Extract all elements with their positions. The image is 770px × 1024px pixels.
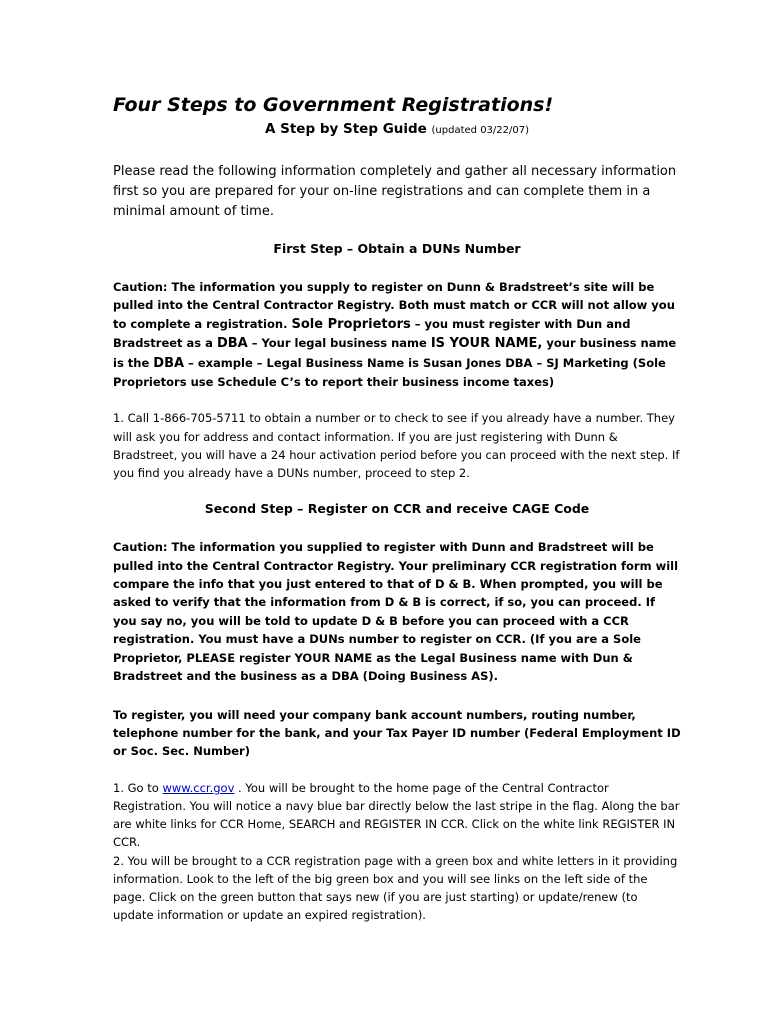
intro-paragraph: Please read the following information completely and gather all necessary information first so you are prepared for your on-line registrations and can complete them in a minimal amount of time. bbox=[113, 164, 677, 219]
step1-caution-a: Caution: The information you supply to register on Dunn & Bradstreet’s site will be pulled into the Central Contractor Registry. Both must match or CCR will not allow you to complete a registration. bbox=[113, 280, 675, 331]
step1-caution-d: your business name is the bbox=[113, 336, 677, 370]
step2-caution: Caution: The information you supplied to register with Dunn and Bradstreet will be pulled into the Central Contractor Registry. Your preliminary CCR registration form will compare the info that you just entered to that of D & B. When prompted, you will be asked to verify that the information from D & B is correct, if so, you can proceed. If you say no, you will be told to update D & B before you can proceed with a CCR registration. You must have a DUNs number to register on CCR. (If you are a Sole Proprietor, PLEASE register YOUR NAME as the Legal Business name with Dun & Bradstreet and the business as a DBA (Doing Business AS). bbox=[113, 540, 679, 684]
step2-item1-prefix: 1. Go to bbox=[113, 780, 159, 795]
step1-caution-isname: IS YOUR NAME, bbox=[430, 336, 543, 352]
step1-caution bbox=[113, 278, 681, 391]
step2-needs: To register, you will need your company bank account numbers, routing number, telephone number for the bank, and your Tax Payer ID number (Federal Employment ID or Soc. Sec. Number) bbox=[113, 707, 681, 759]
step1-caution-b: – you must register with Dun and Bradstreet as a bbox=[113, 316, 631, 351]
subtitle bbox=[113, 120, 681, 140]
step1-caution-dba1: DBA bbox=[216, 336, 248, 352]
step1-item-1: 1. Call 1-866-705-5711 to obtain a number or to check to see if you already have a number. They will ask you for address and contact information. If you are just registering with Dunn & Bradstreet, you will have a 24 hour activation period before you can proceed with the next step. If you find you already have a DUNs number, proceed to step 2. bbox=[113, 411, 680, 481]
step1-caution-c: – Your legal business name bbox=[251, 336, 427, 351]
subtitle-updated: (updated 03/22/07) bbox=[431, 125, 530, 136]
step1-title: First Step – Obtain a DUNs Number bbox=[273, 241, 521, 256]
step2-title: Second Step – Register on CCR and receive CAGE Code bbox=[204, 501, 590, 517]
step2-item1-rest: . You will be brought to the home page of the Central Contractor Registration. You will notice a navy blue bar directly below the last stripe in the flag. Along the bar are white links for CCR Home, SEARCH and REGISTER IN CCR. Click on the white link REGISTER IN CCR. bbox=[113, 780, 680, 850]
step2-item-2: 2. You will be brought to a CCR registration page with a green box and white letters in it providing information. Look to the left of the big green box and you will see links on the left side of the page. Click on the green button that says new (if you are just starting) or update/renew (to update information or update an expired registration). bbox=[113, 853, 678, 923]
ccr-link[interactable]: www.ccr.gov bbox=[162, 780, 235, 795]
step1-caution-sole: Sole Proprietors bbox=[291, 316, 411, 332]
step2-item-1 bbox=[113, 779, 681, 852]
step1-caution-dba2: DBA bbox=[153, 355, 185, 371]
subtitle-main: A Step by Step Guide bbox=[264, 121, 427, 137]
step1-caution-e: – example – Legal Business Name is Susan Jones DBA – SJ Marketing (Sole Proprietors use Schedule C’s to report their business income taxes) bbox=[113, 355, 666, 390]
page-title: Four Steps to Government Registrations! bbox=[113, 94, 554, 116]
document-page bbox=[113, 92, 681, 924]
